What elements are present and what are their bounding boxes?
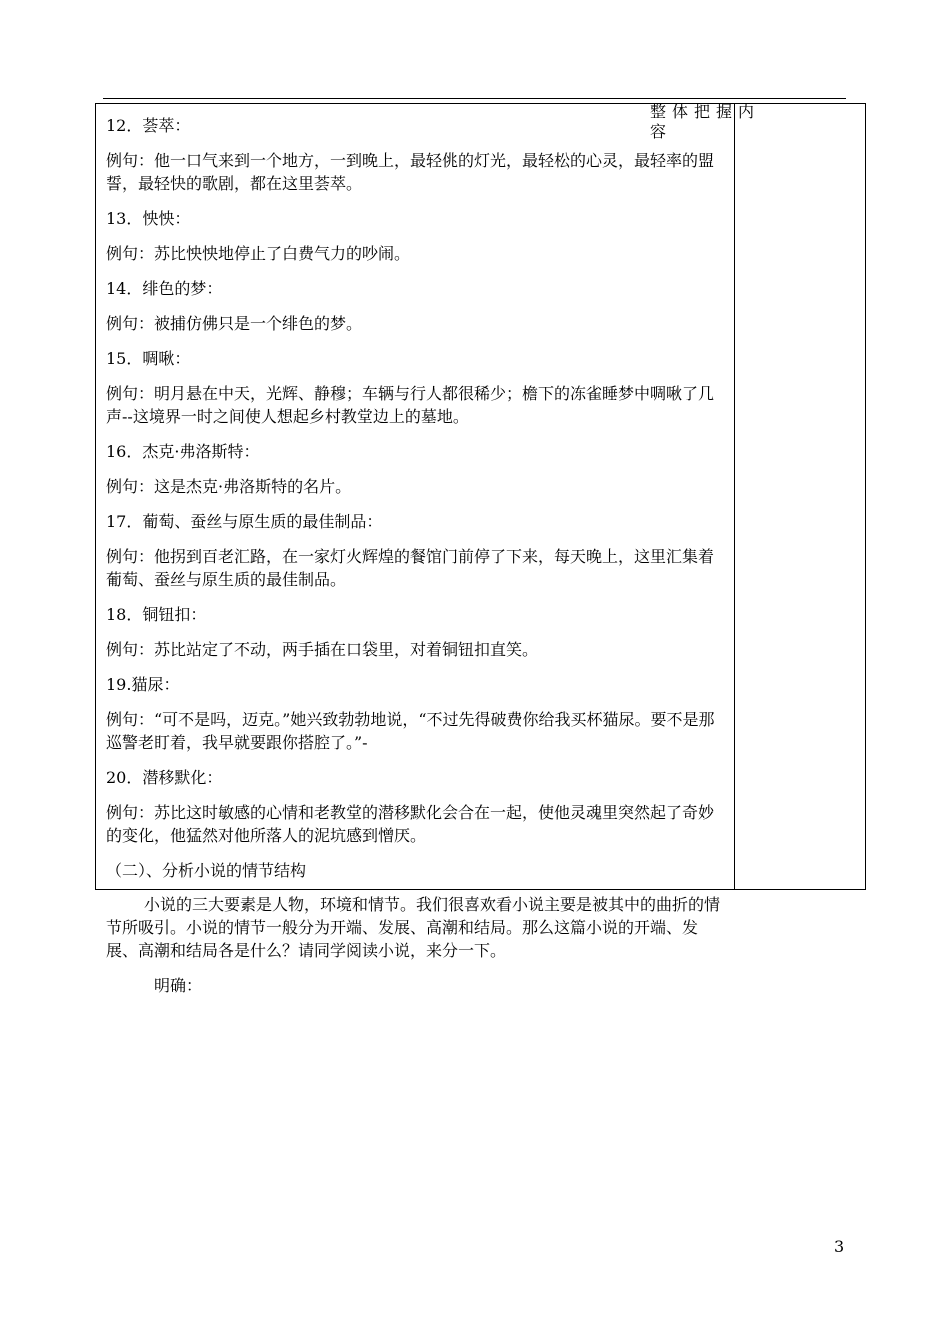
vocab-term: 19.猫尿：: [106, 675, 180, 694]
example-sentence: 例句：苏比这时敏感的心情和老教堂的潜移默化会合在一起，使他灵魂里突然起了奇妙的变化，他猛然对他所落人的泥坑感到憎厌。: [106, 803, 715, 845]
example-sentence: 例句：这是杰克·弗洛斯特的名片。: [106, 477, 352, 496]
page-number: 3: [834, 1237, 845, 1256]
vocab-term: 16．杰克·弗洛斯特：: [106, 442, 260, 461]
example-sentence: 例句：他拐到百老汇路，在一家灯火辉煌的餐馆门前停了下来，每天晚上，这里汇集着葡萄、蚕丝与原生质的最佳制品。: [106, 547, 715, 589]
side-note: 整体把握内容: [650, 102, 761, 141]
example-sentence: 例句：他一口气来到一个地方，一到晚上，最轻佻的灯光，最轻松的心灵，最轻率的盟誓，最轻快的歌剧，都在这里荟萃。: [106, 151, 715, 193]
example-sentence: 例句：苏比怏怏地停止了白费气力的吵闹。: [106, 244, 411, 263]
lesson-table: [95, 103, 866, 995]
example-sentence: 例句：被捕仿佛只是一个绯色的梦。: [106, 314, 363, 333]
answer-label: 明确：: [154, 976, 203, 995]
header-rule: [103, 98, 846, 99]
example-sentence: 例句：苏比站定了不动，两手插在口袋里，对着铜钮扣直笑。: [106, 640, 539, 659]
vocab-term: 20．潜移默化：: [106, 768, 223, 787]
main-column: [106, 114, 726, 1009]
vocab-term: 15．啁啾：: [106, 349, 191, 368]
vocab-term: 18．铜钮扣：: [106, 605, 207, 624]
example-sentence: 例句：“可不是吗，迈克。”她兴致勃勃地说，“不过先得破费你给我买杯猫尿。要不是那巡警老盯着，我早就要跟你搭腔了。”-: [106, 710, 715, 752]
vocab-term: 13．怏怏：: [106, 209, 191, 228]
example-sentence: 例句：明月悬在中天，光辉、静穆；车辆与行人都很稀少；檐下的冻雀睡梦中啁啾了几声--这境界一时之间使人想起乡村教堂边上的墓地。: [106, 384, 715, 426]
vocab-term: 14．绯色的梦：: [106, 279, 223, 298]
vocab-term: 12．荟萃：: [106, 116, 191, 135]
section-heading: （二）、分析小说的情节结构: [106, 861, 307, 880]
vocab-term: 17．葡萄、蚕丝与原生质的最佳制品：: [106, 512, 383, 531]
column-divider: [734, 104, 735, 889]
body-paragraph: 小说的三大要素是人物，环境和情节。我们很喜欢看小说主要是被其中的曲折的情节所吸引。小说的情节一般分为开端、发展、高潮和结局。那么这篇小说的开端、发展、高潮和结局各是什么？请同学阅读小说，来分一下。: [106, 895, 721, 960]
